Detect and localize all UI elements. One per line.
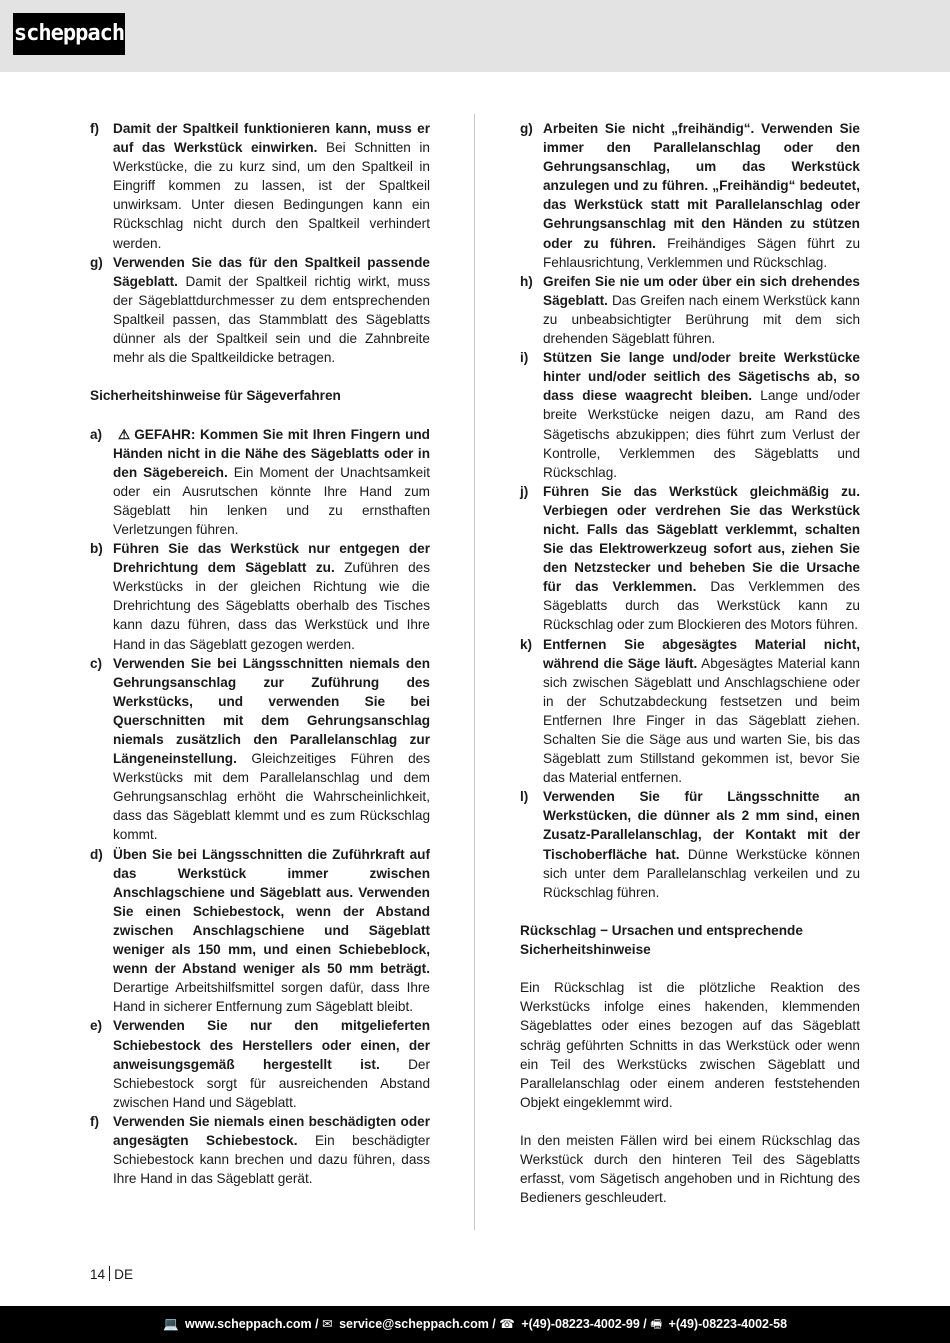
item-bold-text: Führen Sie das Werkstück nur entgegen der Drehrichtung dem Sägeblatt zu. [113, 541, 430, 576]
item-bold-text: GEFAHR: Kommen Sie mit Ihren Fingern und Händen nicht in die Nähe des Sägeblatts oder in den Sägebereich. [113, 426, 430, 480]
section-heading: Sicherheitshinweise für Sägeverfahren [90, 388, 341, 404]
item-label: j) [520, 483, 529, 499]
list-item [520, 119, 860, 272]
item-text: Ein beschädigter Schiebestock kann brechen und dazu führen, dass Ihre Hand in das Sägeblatt gerät. [113, 1132, 430, 1187]
computer-icon: 💻 [162, 1317, 179, 1331]
item-text: Das Verklemmen des Sägeblatts durch das Werkstück kann zu Rückschlag oder zum Blockieren des Motors führen. [543, 579, 860, 633]
warning-icon: ⚠ [118, 426, 131, 442]
page-footer [0, 1306, 950, 1343]
list-item [520, 272, 860, 348]
item-text: Lange und/oder breite Werkstücke neigen dazu, am Rand des Sägetischs abzukippen; dies führt zum Verlust der Kontrolle, Verklemmen des Sägeblatts und Rückschlag. [543, 388, 860, 480]
item-label: l) [520, 789, 529, 805]
list-item [90, 1112, 430, 1188]
paragraph: In den meisten Fällen wird bei einem Rückschlag das Werkstück durch den hinteren Teil des Sägeblatts erfasst, vom Sägetisch angehoben und in Richtung des Bedieners geschleudert. [520, 1132, 860, 1206]
list-item [520, 787, 860, 902]
item-text: Der Schiebestock sorgt für ausreichenden Abstand zwischen Hand und Sägeblatt. [113, 1056, 430, 1110]
item-text: Damit der Spaltkeil richtig wirkt, muss der Sägeblattdurchmesser zu dem entsprechenden Spaltkeil passen, das Stammblatt des Sägeblatts dünner als der Spaltkeil sein und die Zahnbreite mehr als die Spaltkeildicke betragen. [113, 273, 430, 366]
item-label: g) [520, 121, 533, 136]
list-item [90, 425, 430, 540]
page-language: DE [114, 1267, 134, 1282]
item-label: g) [90, 254, 103, 270]
item-label: e) [90, 1018, 103, 1034]
item-bold-text: Verwenden Sie das für den Spaltkeil passende Sägeblatt. [113, 254, 430, 289]
item-bold-text: Arbeiten Sie nicht „freihändig“. Verwenden Sie immer den Parallelanschlag oder den Gehrungsanschlag, um das Werkstück anzulegen und zu führen. „Freihändig“ bedeutet, das Werkstück statt mit Parallelanschlag oder Gehrungsanschlag mit den Händen zu stützen oder zu führen. [543, 121, 860, 251]
list-item [520, 482, 860, 635]
column-divider [474, 114, 475, 1230]
item-text: Bei Schnitten in Werkstücke, die zu kurz sind, um den Spaltkeil in Eingriff kommen zu lassen, ist der Spaltkeil unwirksam. Unter diesen Bedingungen kann ein Rückschlag nicht durch den Spaltkeil verhindert werden. [113, 140, 430, 251]
paragraph: Ein Rückschlag ist die plötzliche Reaktion des Werkstücks infolge eines hakenden, klemmenden Sägeblattes oder eines bezogen auf das Sägeblatt schräg geführten Schnitts in das Werkstück oder wenn ein Teil des Werkstücks zwischen Sägeblatt und Parallelanschlag oder einem anderen feststehenden Objekt eingeklemmt wird. [520, 980, 860, 1110]
section-heading-line: Rückschlag − Ursachen und entsprechende [520, 922, 803, 938]
page-number [90, 1266, 133, 1283]
item-text: Gleichzeitiges Führen des Werkstücks mit dem Parallelanschlag und dem Gehrungsanschlag erhöht die Wahrscheinlichkeit, dass das Sägeblatt klemmt und es zum Rückschlag kommt. [113, 751, 430, 843]
fax-number: +(49)-08223-4002-58 [668, 1317, 788, 1331]
left-column [90, 119, 430, 1188]
item-label: f) [90, 121, 100, 136]
list-item [90, 253, 430, 368]
item-label: k) [520, 636, 533, 652]
item-text: Dünne Werkstücke können sich unter dem Parallelanschlag verkeilen und zu Rückschlag führen. [543, 846, 860, 900]
website-link[interactable]: www.scheppach.com / [185, 1317, 319, 1331]
section-heading-line: Sicherheitshinweise [520, 942, 651, 958]
item-bold-text: Führen Sie das Werkstück gleichmäßig zu. Verbiegen oder verdrehen Sie das Werkstück nicht. Falls das Sägeblatt verklemmt, schalten Sie das Elektrowerkzeug sofort aus, ziehen Sie den Netzstecker und beheben Sie die Ursache für das Verklemmen. [543, 483, 860, 595]
item-label: c) [90, 655, 103, 671]
item-bold-text: Damit der Spaltkeil funktionieren kann, muss er auf das Werkstück einwirken. [113, 121, 430, 156]
list-item [90, 119, 430, 253]
item-bold-text: Verwenden Sie nur den mitgelieferten Schiebestock des Herstellers oder einen, der anweisungsgemäß hergestellt ist. [113, 1018, 430, 1072]
scheppach-logo: scheppach [13, 13, 125, 55]
list-item [90, 1016, 430, 1111]
item-bold-text: Greifen Sie nie um oder über ein sich drehendes Sägeblatt. [543, 273, 860, 308]
item-text: Derartige Arbeitshilfsmittel sorgen dafür, dass Ihre Hand in sicherer Entfernung zum Sägeblatt bleibt. [113, 980, 430, 1015]
separator-bar [109, 1266, 110, 1281]
item-bold-text: Üben Sie bei Längsschnitten die Zuführkraft auf das Werkstück immer zwischen Anschlagschiene und Sägeblatt aus. Verwenden Sie einen Schiebestock, wenn der Abstand zwischen Anschlagschiene und Sägeblatt weniger als 150 mm, und einen Schiebeblock, wenn der Abstand weniger als 50 mm beträgt. [113, 846, 430, 977]
mail-icon: ✉ [322, 1317, 333, 1331]
item-text: Zuführen des Werkstücks in der gleichen Richtung wie die Drehrichtung des Sägeblatts oberhalb des Tisches kann dazu führen, dass das Werkstück und Ihre Hand in das Sägeblatt gezogen werden. [113, 560, 430, 652]
item-bold-text: Entfernen Sie abgesägtes Material nicht, während die Säge läuft. [543, 636, 860, 671]
fax-icon: 🖷 [650, 1317, 663, 1331]
item-label: a) [90, 426, 103, 442]
right-column [520, 119, 860, 1207]
item-text: Ein Moment der Unachtsamkeit oder ein Ausrutschen könnte Ihre Hand zum Sägeblatt hin lenken und zu ernsthaften Verletzungen führen. [113, 464, 430, 537]
item-text: Freihändiges Sägen führt zu Fehlausrichtung, Verklemmen und Rückschlag. [543, 235, 860, 270]
phone-icon: ☎ [499, 1317, 515, 1331]
item-label: d) [90, 846, 103, 862]
phone-number: +(49)-08223-4002-99 / [521, 1317, 647, 1331]
email-link[interactable]: service@scheppach.com / [339, 1317, 496, 1331]
list-item [520, 348, 860, 482]
item-text: Das Greifen nach einem Werkstück kann zu unbeabsichtigter Berührung mit dem sich drehenden Sägeblatt führen. [543, 292, 860, 347]
item-bold-text: Verwenden Sie bei Längsschnitten niemals den Gehrungsanschlag zur Zuführung des Werkstücks, und verwenden Sie bei Querschnitten mit dem Gehrungsanschlag niemals zusätzlich den Parallelanschlag zur Längeneinstellung. [113, 655, 430, 767]
list-item [90, 539, 430, 654]
item-bold-text: Verwenden Sie niemals einen beschädigten oder angesägten Schiebestock. [113, 1113, 430, 1148]
item-label: i) [520, 350, 529, 366]
item-bold-text: Verwenden Sie für Längsschnitte an Werkstücken, die dünner als 2 mm sind, einen Zusatz-Parallelanschlag, der Kontakt mit der Tischoberfläche hat. [543, 789, 860, 862]
list-item [90, 654, 430, 845]
list-item [90, 845, 430, 1017]
item-label: b) [90, 541, 103, 557]
item-text: Abgesägtes Material kann sich zwischen Sägeblatt und Anschlagschiene oder in der Schutzabdeckung festsetzen und beim Entfernen Ihre Finger in das Sägeblatt ziehen. Schalten Sie die Säge aus und warten Sie, bis das Sägeblatt zum Stillstand gekommen ist, bevor Sie das Material entfernen. [543, 655, 860, 786]
section-heading [520, 921, 860, 959]
page-number-value: 14 [90, 1267, 106, 1282]
page-header [0, 0, 950, 72]
item-bold-text: Stützen Sie lange und/oder breite Werkstücke hinter und/oder seitlich des Sägetischs ab, so dass diese waagrecht bleiben. [543, 350, 860, 404]
item-label: h) [520, 273, 533, 289]
item-label: f) [90, 1113, 100, 1129]
list-item [520, 635, 860, 788]
